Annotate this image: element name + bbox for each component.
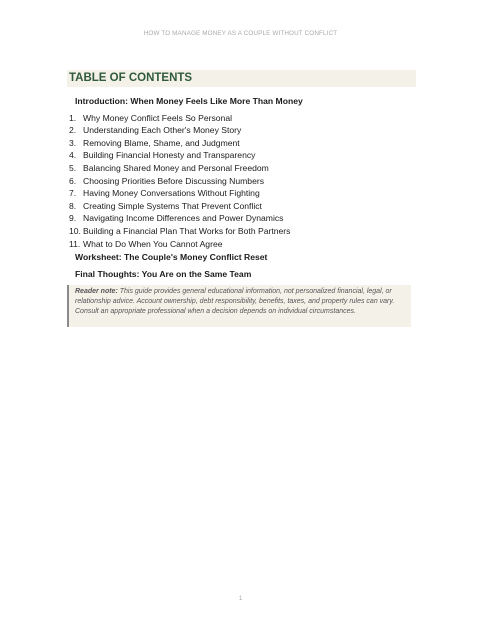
toc-chapter-title: Choosing Priorities Before Discussing Numbers — [83, 175, 265, 186]
page-number: 1 — [238, 596, 243, 602]
toc-entry-chapter-4[interactable] — [69, 149, 419, 162]
toc-entry-chapter-8[interactable] — [69, 200, 419, 213]
toc-entry-chapter-5[interactable] — [69, 162, 419, 175]
table-of-contents — [69, 95, 419, 280]
toc-chapter-title: Navigating Income Differences and Power Dynamics — [83, 213, 284, 224]
toc-chapter-number: 8. — [69, 200, 77, 211]
toc-entry-chapter-6[interactable] — [69, 175, 419, 188]
reader-note-text: This guide provides general educational information, not personalized financial, legal, or relationship advice. Account ownership, debt responsibility, benefits, taxes, and property rules can vary. Consult an appropriate professional when a decision depends on individual circumstances. — [75, 288, 395, 316]
toc-entry-chapter-10[interactable] — [69, 225, 419, 238]
toc-chapter-number: 1. — [69, 112, 77, 123]
toc-chapter-title: Building a Financial Plan That Works for Both Partners — [83, 225, 291, 236]
reader-note-label: Reader note: — [75, 288, 118, 295]
toc-chapter-title: Removing Blame, Shame, and Judgment — [83, 137, 240, 148]
toc-entry-chapter-11[interactable] — [69, 238, 419, 251]
toc-chapter-title: Balancing Shared Money and Personal Freedom — [83, 162, 269, 173]
toc-chapter-number: 4. — [69, 150, 77, 161]
toc-chapter-title: Building Financial Honesty and Transparency — [83, 150, 256, 161]
toc-chapter-title: Understanding Each Other's Money Story — [83, 125, 242, 136]
toc-entry-worksheet[interactable]: Worksheet: The Couple's Money Conflict Reset — [75, 252, 268, 263]
toc-chapter-number: 9. — [69, 213, 77, 224]
toc-chapter-number: 7. — [69, 188, 77, 199]
toc-chapter-number: 10. — [69, 225, 81, 236]
toc-entry-chapter-2[interactable] — [69, 124, 419, 137]
toc-entry-introduction[interactable]: Introduction: When Money Feels Like More Than Money — [75, 96, 303, 106]
reader-note — [67, 285, 411, 327]
toc-chapter-number: 2. — [69, 125, 77, 136]
toc-chapter-number: 11. — [69, 238, 81, 249]
toc-chapter-number: 3. — [69, 137, 77, 148]
toc-chapter-title: Creating Simple Systems That Prevent Conflict — [83, 200, 262, 211]
toc-chapter-title: Why Money Conflict Feels So Personal — [83, 112, 233, 123]
toc-chapter-title: What to Do When You Cannot Agree — [83, 238, 223, 249]
toc-entry-chapter-1[interactable] — [69, 112, 419, 125]
running-header: HOW TO MANAGE MONEY AS A COUPLE WITHOUT CONFLICT — [143, 30, 338, 37]
toc-chapter-number: 6. — [69, 175, 77, 186]
toc-chapter-number: 5. — [69, 162, 77, 173]
toc-entry-chapter-7[interactable] — [69, 187, 419, 200]
toc-entry-chapter-9[interactable] — [69, 212, 419, 225]
toc-entry-chapter-3[interactable] — [69, 137, 419, 150]
toc-chapter-title: Having Money Conversations Without Fighting — [83, 188, 260, 199]
toc-entry-final-thoughts[interactable]: Final Thoughts: You Are on the Same Team — [75, 268, 252, 279]
toc-heading: TABLE OF CONTENTS — [67, 70, 416, 87]
